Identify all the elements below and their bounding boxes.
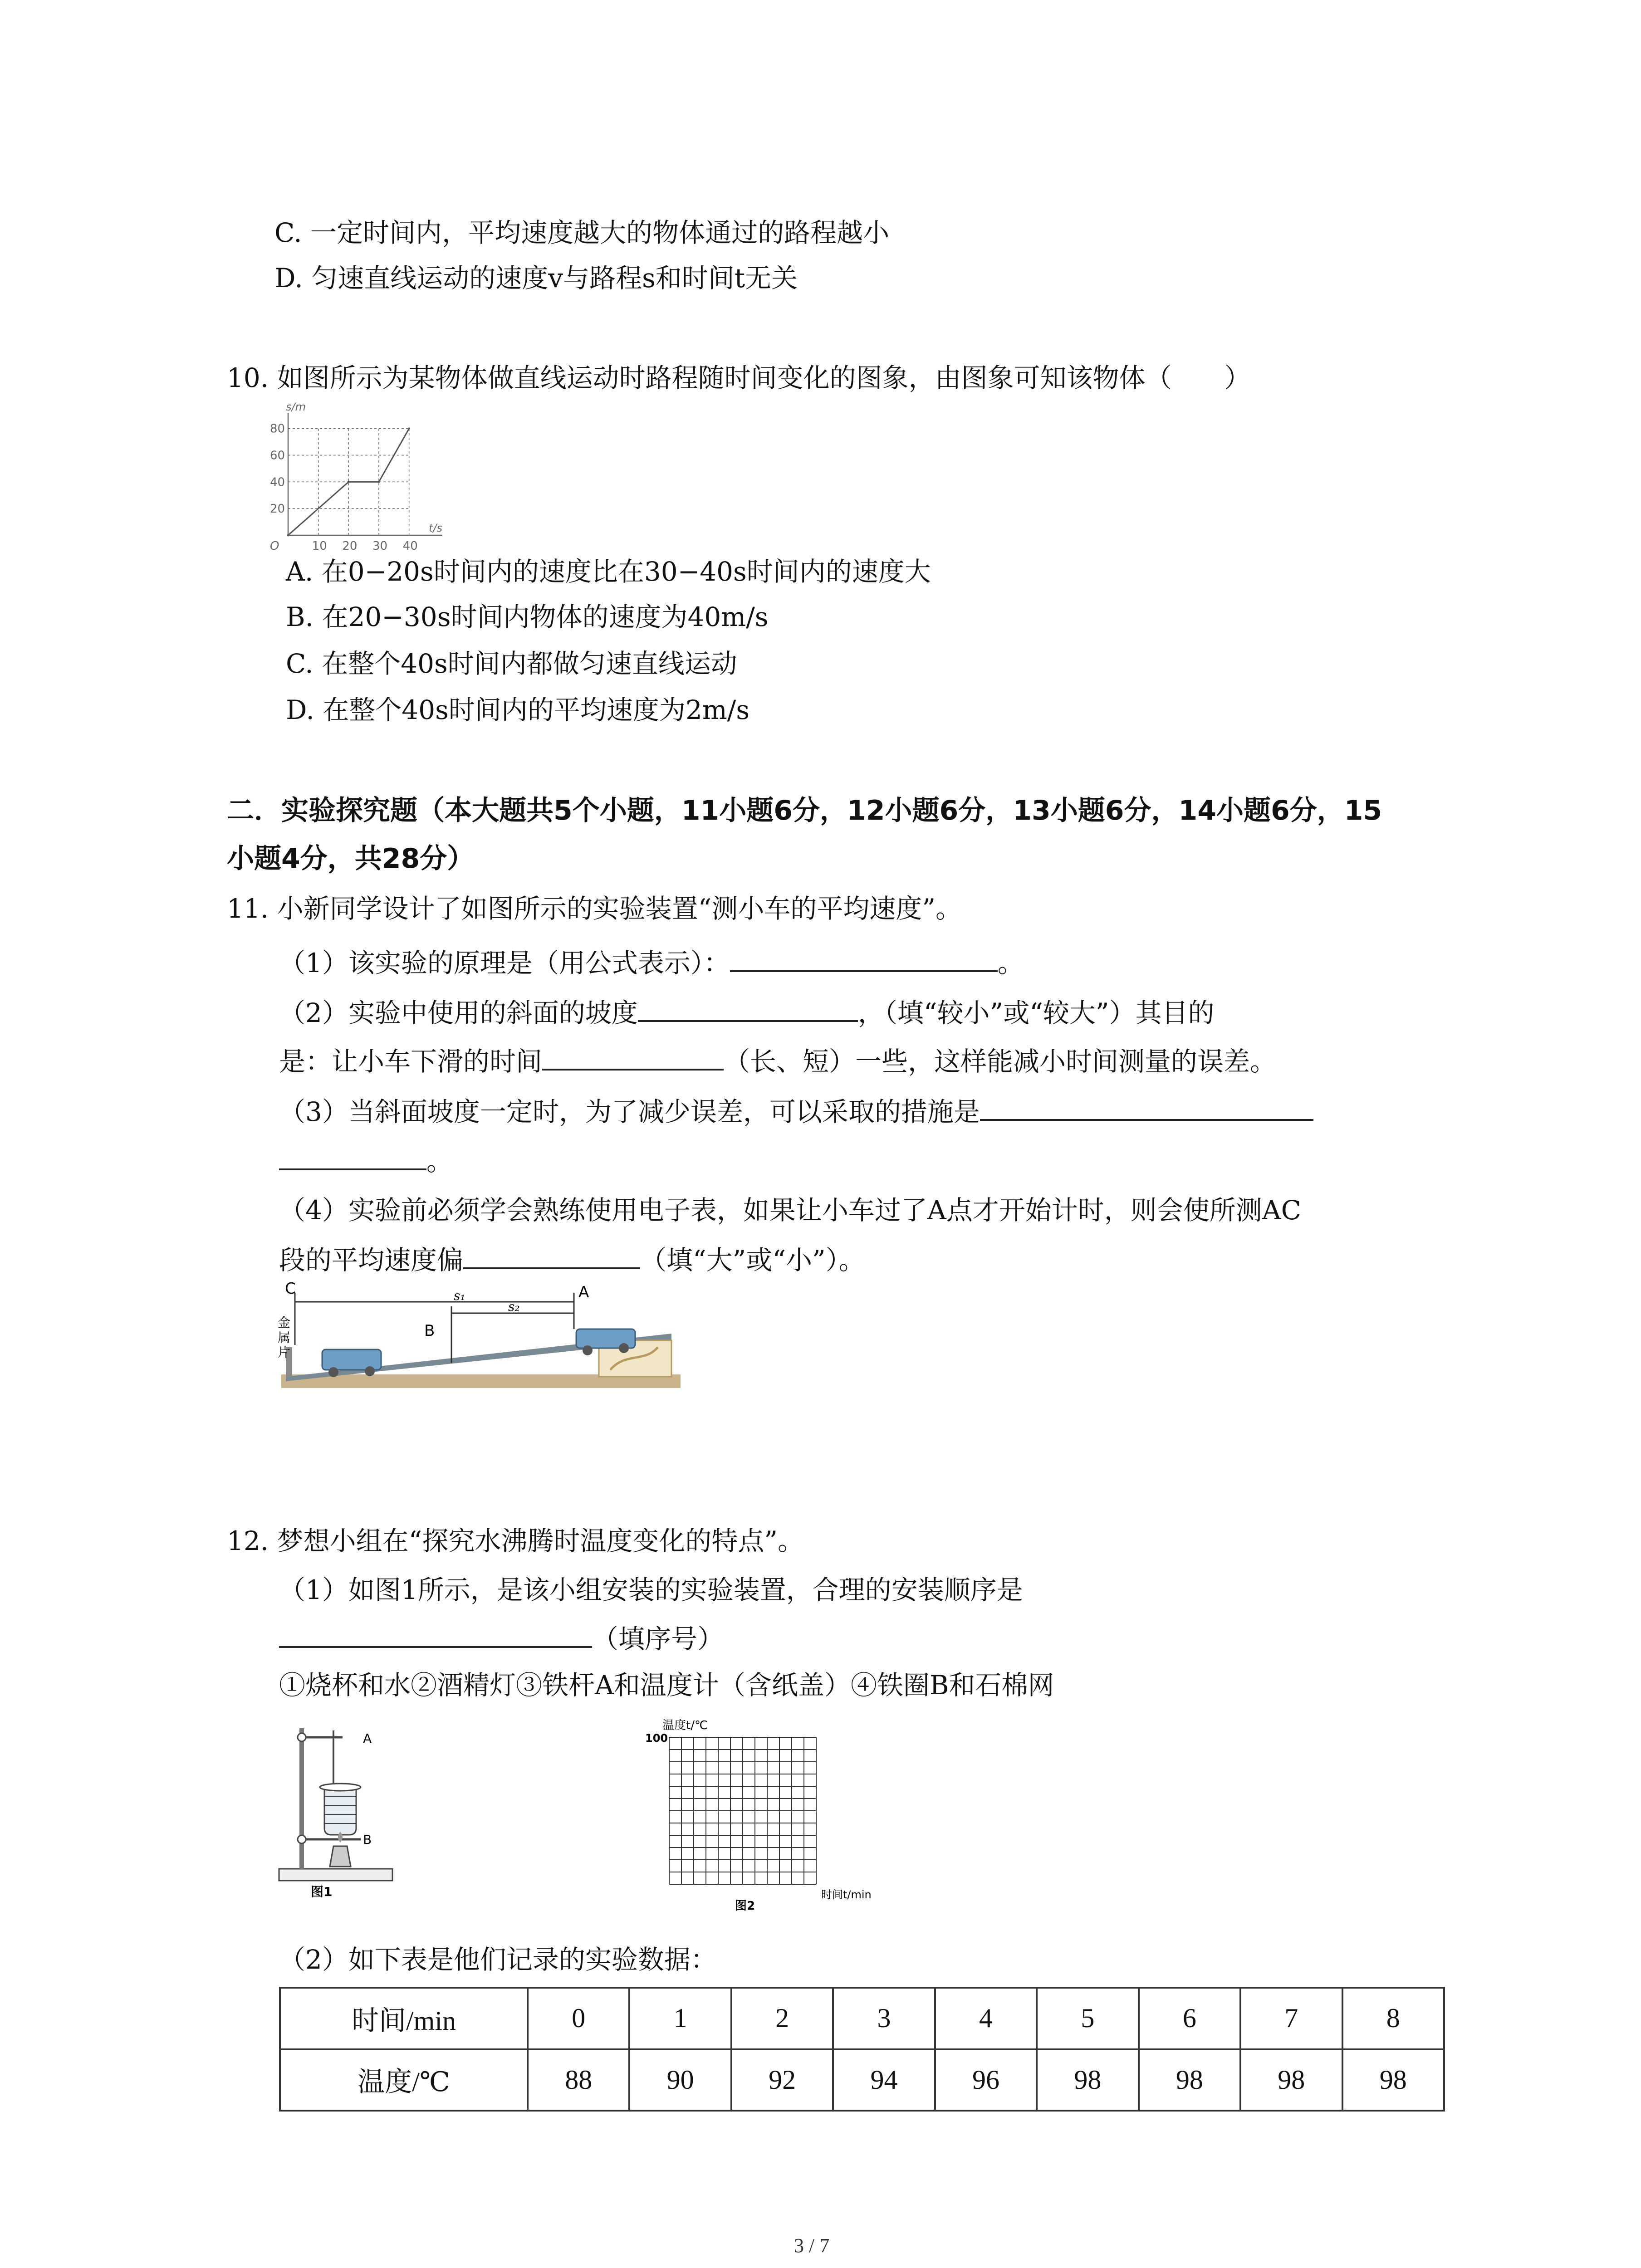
label-s2: s₂ <box>508 1299 520 1314</box>
q10-option-a: A. 在0−20s时间内的速度比在30−40s时间内的速度大 <box>286 556 931 587</box>
table-row-temp <box>280 2049 1444 2111</box>
table-cell: 时间/min <box>280 1988 528 2049</box>
q10-option-c: C. 在整个40s时间内都做匀速直线运动 <box>286 648 737 679</box>
table-cell: 98 <box>1342 2049 1445 2111</box>
fig2-xlabel: 时间t/min <box>821 1888 872 1901</box>
temperature-grid-figure <box>635 1719 889 1919</box>
data-point <box>287 534 289 536</box>
data-point <box>348 481 349 483</box>
table-cell: 8 <box>1342 1988 1445 2049</box>
y-tick-label: 60 <box>270 449 285 463</box>
y-tick-label: 20 <box>270 502 285 516</box>
x-tick-label: 40 <box>402 539 418 553</box>
q12-part1-blank[interactable] <box>279 1622 592 1648</box>
q11-part2b-blank[interactable] <box>542 1044 724 1070</box>
q11-part3 <box>279 1095 1313 1128</box>
fig1-label-a: A <box>363 1731 372 1746</box>
q11-part3-text: （3）当斜面坡度一定时，为了减少误差，可以采取的措施是 <box>279 1096 980 1127</box>
data-point <box>408 428 410 430</box>
x-tick-label: 10 <box>312 539 327 553</box>
incline-cart-figure <box>278 1280 681 1388</box>
origin-label: O <box>270 539 279 553</box>
q10-stem: 10. 如图所示为某物体做直线运动时路程随时间变化的图象，由图象可知该物体（ ） <box>227 362 1251 393</box>
boiling-apparatus-figure <box>279 1719 397 1901</box>
q11-stem: 11. 小新同学设计了如图所示的实验装置“测小车的平均速度”。 <box>227 893 962 924</box>
label-b: B <box>424 1322 435 1340</box>
section2-heading-line2: 小题4分，共28分） <box>227 843 475 875</box>
table-cell: 2 <box>731 1988 833 2049</box>
q12-part1: （1）如图1所示，是该小组安装的实验装置，合理的安装顺序是 <box>279 1574 1023 1605</box>
q11-part4: （4）实验前必须学会熟练使用电子表，如果让小车过了A点才开始计时，则会使所测AC <box>279 1195 1302 1226</box>
q10-option-d: D. 在整个40s时间内的平均速度为2m/s <box>286 694 750 725</box>
q12-part1b-end: （填序号） <box>592 1623 724 1654</box>
q11-part2b-text: 是：让小车下滑的时间 <box>279 1046 543 1077</box>
q11-part2 <box>279 996 1215 1029</box>
q11-part4b-blank[interactable] <box>463 1243 640 1269</box>
q11-part4b-end: （填“大”或“小”）。 <box>640 1245 865 1276</box>
fig1-caption: 图1 <box>311 1884 333 1899</box>
x-tick-label: 20 <box>342 539 358 553</box>
fig2-y100: 100 <box>645 1732 668 1745</box>
q11-part4-cont <box>279 1243 865 1276</box>
q9-option-c: C. 一定时间内，平均速度越大的物体通过的路程越小 <box>274 217 890 248</box>
q10-option-b: B. 在20−30s时间内物体的速度为40m/s <box>286 601 769 632</box>
q11-part3-blank[interactable] <box>980 1095 1313 1121</box>
table-cell: 温度/℃ <box>280 2049 528 2111</box>
q11-part3-end: 。 <box>426 1146 453 1177</box>
q11-part3-cont <box>279 1144 453 1177</box>
q12-part2: （2）如下表是他们记录的实验数据： <box>279 1944 717 1975</box>
page-number: 3 / 7 <box>794 2234 830 2257</box>
q12-stem: 12. 梦想小组在“探究水沸腾时温度变化的特点”。 <box>227 1525 804 1556</box>
label-s1: s₁ <box>454 1288 465 1303</box>
q11-part4b-text: 段的平均速度偏 <box>279 1245 464 1276</box>
q11-part2-text: （2）实验中使用的斜面的坡度 <box>279 997 638 1028</box>
q12-part1-cont <box>279 1622 724 1655</box>
table-cell: 88 <box>528 2049 629 2111</box>
data-table <box>279 1987 1445 2112</box>
table-cell: 96 <box>935 2049 1037 2111</box>
q11-part1-text: （1）该实验的原理是（用公式表示）： <box>279 948 730 978</box>
table-cell: 5 <box>1037 1988 1138 2049</box>
table-cell: 94 <box>833 2049 935 2111</box>
y-tick-label: 40 <box>270 475 285 489</box>
q11-part2-blank[interactable] <box>638 996 858 1022</box>
q9-option-d: D. 匀速直线运动的速度v与路程s和时间t无关 <box>274 263 798 293</box>
table-cell: 4 <box>935 1988 1037 2049</box>
q11-part1 <box>279 946 1024 979</box>
table-cell: 98 <box>1139 2049 1240 2111</box>
table-cell: 7 <box>1240 1988 1342 2049</box>
table-cell: 98 <box>1240 2049 1342 2111</box>
table-cell: 98 <box>1037 2049 1138 2111</box>
table-cell: 90 <box>629 2049 731 2111</box>
fig1-label-b: B <box>363 1832 372 1847</box>
table-cell: 6 <box>1139 1988 1240 2049</box>
q11-part1-blank[interactable] <box>730 946 998 972</box>
table-cell: 1 <box>629 1988 731 2049</box>
y-tick-label: 80 <box>270 422 285 436</box>
table-cell: 3 <box>833 1988 935 2049</box>
q11-part2-cont <box>279 1044 1276 1077</box>
q11-part2b-end: （长、短）一些，这样能减小时间测量的误差。 <box>724 1046 1277 1077</box>
section2-heading-line1: 二．实验探究题（本大题共5个小题，11小题6分，12小题6分，13小题6分，14小题6分，15 <box>227 795 1382 826</box>
y-axis-label: s/m <box>286 401 306 413</box>
s-t-graph <box>261 401 451 558</box>
table-cell: 92 <box>731 2049 833 2111</box>
label-c: C <box>285 1280 296 1298</box>
label-a: A <box>578 1283 589 1301</box>
table-row-time <box>280 1988 1444 2049</box>
fig2-ylabel: 温度t/℃ <box>662 1719 708 1732</box>
label-metal-2: 属 <box>278 1330 291 1345</box>
q11-part3-blank2[interactable] <box>279 1144 426 1170</box>
x-axis-label: t/s <box>429 522 442 534</box>
fig2-caption: 图2 <box>735 1899 755 1913</box>
x-tick-label: 30 <box>372 539 388 553</box>
q11-part2-end: ，（填“较小”或“较大”）其目的 <box>857 997 1215 1028</box>
label-metal-3: 片 <box>278 1345 291 1360</box>
table-cell: 0 <box>528 1988 629 2049</box>
label-metal-1: 金 <box>278 1315 291 1330</box>
q11-part1-end: 。 <box>997 948 1024 978</box>
data-point <box>378 481 380 483</box>
q12-items: ①烧杯和水②酒精灯③铁杆A和温度计（含纸盖）④铁圈B和石棉网 <box>279 1670 1054 1701</box>
